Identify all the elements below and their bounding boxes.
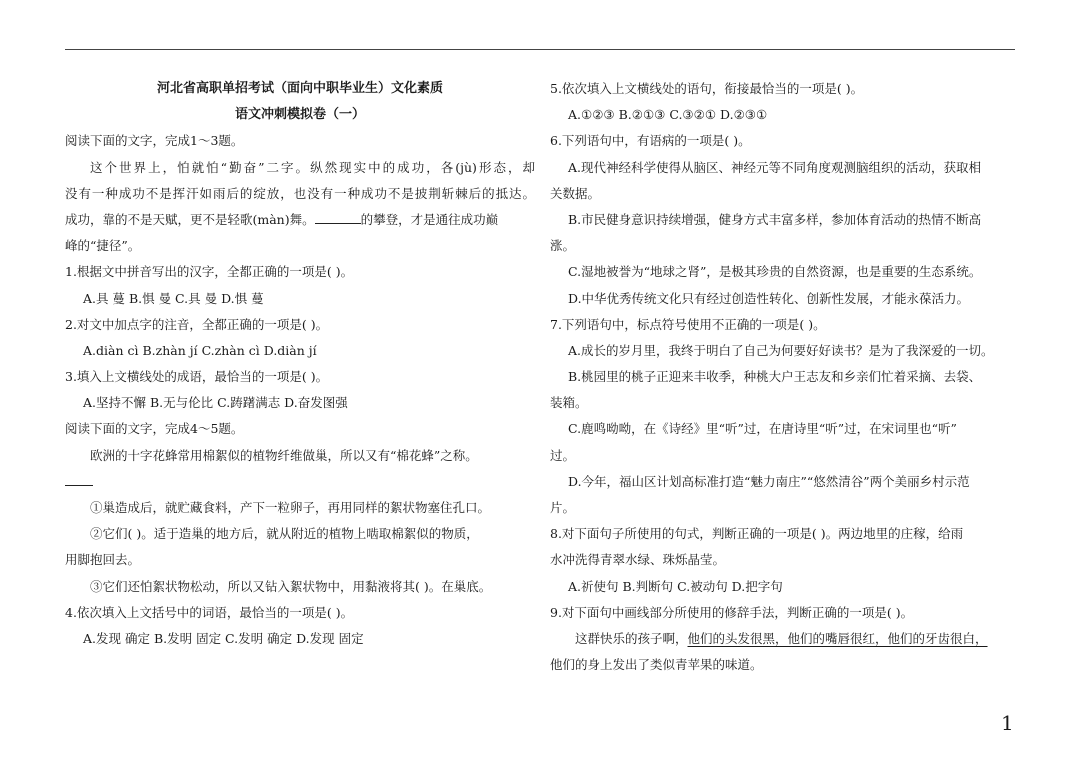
question-3: 3.填入上文横线处的成语，最恰当的一项是( )。 (65, 369, 329, 385)
question-7-option-c-line1: C.鹿鸣呦呦，在《诗经》里“听”过，在唐诗里“听”过，在宋词里也“听” (568, 421, 957, 437)
exam-subtitle: 语文冲刺模拟卷（一） (234, 107, 365, 123)
question-3-options: A.坚持不懈 B.无与伦比 C.踌躇满志 D.奋发图强 (83, 395, 348, 411)
question-9-underlined-text: 他们的头发很黑，他们的嘴唇很红，他们的牙齿很白， (687, 630, 988, 646)
sentence-1: ①巢造成后，就贮藏食料，产下一粒卵子，再用同样的絮状物塞住孔口。 (90, 500, 491, 515)
page-number: 1 (1001, 711, 1014, 735)
passage1-line3-text-b: 的攀登，才是通往成功巅 (360, 211, 499, 227)
question-7: 7.下列语句中，标点符号使用不正确的一项是( )。 (550, 316, 826, 332)
question-9-text-plain: 这群快乐的孩子啊， (575, 630, 688, 646)
question-7-option-b-line1: B.桃园里的桃子正迎来丰收季，种桃大户王志友和乡亲们忙着采摘、去袋、 (568, 369, 982, 385)
passage1-line3-text-a: 成功，靠的不是天赋，更不是轻歌(màn)舞。 (65, 211, 315, 227)
exam-title: 河北省高职单招考试（面向中职毕业生）文化素质 (156, 81, 443, 96)
question-4: 4.依次填入上文括号中的词语，最恰当的一项是( )。 (65, 604, 354, 620)
fill-blank-2 (65, 471, 93, 486)
left-column (65, 76, 535, 652)
question-6-option-a-line2: 关数据。 (550, 185, 601, 201)
question-7-option-d-line2: 片。 (550, 500, 576, 515)
question-9: 9.对下面句中画线部分所使用的修辞手法，判断正确的一项是( )。 (550, 604, 914, 620)
sentence-2-line1: ②它们( )。适于造巢的地方后，就从附近的植物上啮取棉絮似的物质， (90, 526, 479, 542)
question-9-text-line2: 他们的身上发出了类似青苹果的味道。 (550, 657, 763, 673)
passage1-line1: 这个世界上，怕就怕“勤奋”二字。纵然现实中的成功，各(jù)形态，却 (90, 159, 535, 175)
question-8-line1: 8.对下面句子所使用的句式，判断正确的一项是( )。两边地里的庄稼，给雨 (550, 526, 964, 542)
question-9-text-line1 (550, 626, 1020, 652)
passage1-line2: 没有一种成功不是挥汗如雨后的绽放，也没有一种成功不是披荆斩棘后的抵达。 (65, 185, 535, 201)
question-7-option-a: A.成长的岁月里，我终于明白了自己为何要好好读书？是为了我深爱的一切。 (568, 342, 994, 358)
question-6-option-d: D.中华优秀传统文化只有经过创造性转化、创新性发展，才能永葆活力。 (568, 290, 970, 306)
sentence-3: ③它们还怕絮状物松动，所以又钻入絮状物中，用黏液将其( )。在巢底。 (90, 578, 492, 594)
sentence-2-line2: 用脚抱回去。 (65, 552, 141, 568)
passage2-line1: 欧洲的十字花蜂常用棉絮似的植物纤维做巢，所以又有“棉花蜂”之称。 (90, 447, 478, 463)
question-4-options: A.发现 确定 B.发明 固定 C.发明 确定 D.发现 固定 (83, 630, 364, 646)
question-2-options: A.diàn cì B.zhàn jí C.zhàn cì D.diàn jí (83, 342, 317, 358)
question-7-option-d-line1: D.今年，福山区计划高标准打造“魅力南庄”“悠然清谷”两个美丽乡村示范 (568, 473, 970, 489)
question-6: 6.下列语句中，有语病的一项是( )。 (550, 133, 751, 149)
fill-blank (315, 209, 361, 224)
question-7-option-c-line2: 过。 (550, 447, 576, 463)
question-8-options: A.祈使句 B.判断句 C.被动句 D.把字句 (568, 578, 783, 594)
question-7-option-b-line2: 装箱。 (550, 395, 588, 411)
question-5-options: A.①②③ B.②①③ C.③②① D.②③① (568, 107, 768, 123)
question-6-option-b-line1: B.市民健身意识持续增强，健身方式丰富多样，参加体育活动的热情不断高 (568, 211, 982, 227)
passage2-blank-line (65, 469, 535, 495)
right-column (550, 76, 1020, 678)
question-6-option-c: C.湿地被誉为“地球之肾”，是极其珍贵的自然资源，也是重要的生态系统。 (568, 264, 982, 280)
question-5: 5.依次填入上文横线处的语句，衔接最恰当的一项是( )。 (550, 81, 864, 96)
passage1-line3 (65, 207, 535, 233)
reading-intro-2: 阅读下面的文字，完成4～5题。 (65, 421, 244, 437)
question-6-option-b-line2: 涨。 (550, 238, 576, 254)
passage1-line4: 峰的“捷径”。 (65, 238, 141, 254)
question-1: 1.根据文中拼音写出的汉字，全都正确的一项是( )。 (65, 264, 354, 280)
reading-intro-1: 阅读下面的文字，完成1～3题。 (65, 133, 244, 149)
question-8-line2: 水冲洗得青翠水绿、珠烁晶莹。 (550, 552, 726, 568)
question-6-option-a-line1: A.现代神经科学使得从脑区、神经元等不同角度观测脑组织的活动，获取相 (568, 159, 982, 175)
header-rule (65, 49, 1015, 50)
question-2: 2.对文中加点字的注音，全都正确的一项是( )。 (65, 316, 329, 332)
question-1-options: A.具 蔓 B.惧 曼 C.具 曼 D.惧 蔓 (83, 290, 264, 306)
